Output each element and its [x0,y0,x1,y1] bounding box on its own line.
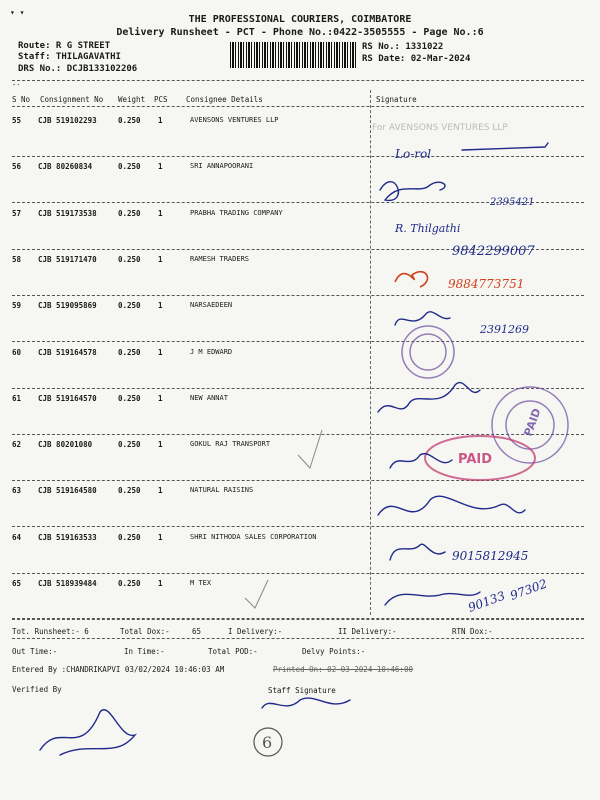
col-weight: Weight [118,95,146,104]
hw-65a: 90133 [466,588,507,615]
rtn-dox: RTN Dox:- [452,627,493,636]
row-consignee: AVENSONS VENTURES LLP [190,116,279,124]
page-circle-number: 6 [262,733,273,752]
row-consignee: SRI ANNAPOORANI [190,162,254,170]
sig-56 [380,182,445,201]
row-consignee: GOKUL RAJ TRANSPORT [190,440,271,448]
row-sno: 56 [12,162,22,171]
total-pod: Total POD:- [208,647,258,656]
sig-59 [395,312,450,325]
row-sno: 58 [12,255,22,264]
row-pcs: 1 [158,440,163,449]
row-consignee: PRABHA TRADING COMPANY [190,209,283,217]
total-dox-value: 65 [192,627,202,636]
rs-number: RS No.: 1331022 [362,42,444,52]
out-time: Out Time:- [12,647,58,656]
col-consignee: Consignee Details [186,95,263,104]
in-time: In Time:- [124,647,165,656]
corner-marks: ▾ ▾ [10,8,25,17]
row-weight: 0.250 [118,579,141,588]
row-weight: 0.250 [118,486,141,495]
row-weight: 0.250 [118,301,141,310]
hw-56: 2395421 [490,197,535,208]
row-consignment: CJB 80201080 [38,440,93,449]
stamp-round-text: PAID [521,406,544,439]
row-pcs: 1 [158,579,163,588]
hw-64: 9015812945 [452,549,529,563]
tick-mark [298,430,322,468]
row-consignee: RAMESH TRADERS [190,255,250,263]
row-sno: 57 [12,209,22,218]
row-consignee: J M EDWARD [190,348,233,356]
company-name: THE PROFESSIONAL COURIERS, COIMBATORE [188,14,412,25]
row-sno: 55 [12,116,22,125]
row-pcs: 1 [158,301,163,310]
sig-62 [390,454,452,468]
row-sno: 63 [12,486,22,495]
stamp-seal-inner [410,334,446,370]
row-pcs: 1 [158,348,163,357]
entered-by: Entered By :CHANDRIKAPVI 03/02/2024 10:46:03 AM [12,665,225,674]
row-pcs: 1 [158,116,163,125]
sig-64 [390,544,445,560]
row-pcs: 1 [158,162,163,171]
row-pcs: 1 [158,209,163,218]
hw-65b: 97302 [508,576,549,603]
row-pcs: 1 [158,255,163,264]
hw-58: 9884773751 [448,277,525,291]
row-consignment: CJB 519173538 [38,209,97,218]
hw-55: Lo-rol [395,147,432,161]
row-weight: 0.250 [118,348,141,357]
row-sno: 64 [12,533,22,542]
divider [12,618,584,619]
total-dox-label: Total Dox:- [120,627,170,636]
route: Route: R G STREET [18,41,111,51]
row-sno: 65 [12,579,22,588]
sig-58 [395,272,428,287]
row-consignment: CJB 519102293 [38,116,97,125]
row-sno: 62 [12,440,22,449]
col-pcs: PCS [154,95,168,104]
delvy-points: Delvy Points:- [302,647,366,656]
col-consignment: Consignment No [40,95,104,104]
hw-57b: 9842299007 [452,244,535,259]
runsheet-title: Delivery Runsheet - PCT - Phone No.:0422-3505555 - Page No.:6 [116,27,484,38]
row-sno: 60 [12,348,22,357]
row-consignment: CJB 518939484 [38,579,97,588]
row-weight: 0.250 [118,533,141,542]
row-weight: 0.250 [118,394,141,403]
row-weight: 0.250 [118,116,141,125]
row-weight: 0.250 [118,440,141,449]
col-signature: Signature [376,95,417,104]
row-consignment: CJB 80260834 [38,162,93,171]
row-weight: 0.250 [118,255,141,264]
printed-on: Printed On: 02-03-2024 10:46:00 [273,665,413,674]
verified-signature [40,710,135,755]
sig-61 [378,383,480,412]
hw-57a: R. Thilgathi [395,222,461,235]
row-pcs: 1 [158,394,163,403]
sig-63 [378,496,525,515]
row-consignment: CJB 519163533 [38,533,97,542]
row-pcs: 1 [158,533,163,542]
divider [12,638,584,639]
row-consignment: CJB 519164578 [38,348,97,357]
row-consignee: NEW ANNAT [190,394,228,402]
tick-mark [245,580,268,608]
row-consignee: SHRI NITHODA SALES CORPORATION [190,533,317,541]
i-delivery: I Delivery:- [228,627,283,636]
row-weight: 0.250 [118,209,141,218]
staff: Staff: THILAGAVATHI [18,52,121,62]
row-weight: 0.250 [118,162,141,171]
row-sno: 59 [12,301,22,310]
row-consignee: M TEX [190,579,212,587]
row-consignment: CJB 519164570 [38,394,97,403]
row-consignment: CJB 519095869 [38,301,97,310]
rs-date: RS Date: 02-Mar-2024 [362,54,471,64]
col-sno: S No [12,95,31,104]
ii-delivery: II Delivery:- [338,627,397,636]
staff-signature-label: Staff Signature [268,686,336,695]
tot-runsheet: Tot. Runsheet:- 6 [12,627,89,636]
row-consignee: NATURAL RAISINS [190,486,254,494]
hw-59: 2391269 [480,323,529,336]
row-sno: 61 [12,394,22,403]
row-consignment: CJB 519171470 [38,255,97,264]
row-pcs: 1 [158,486,163,495]
stamp-paid-text: PAID [458,452,493,467]
verified-by: Verified By [12,685,62,694]
row-consignee: NARSAEDEEN [190,301,233,309]
sig-55-line [462,143,548,150]
staff-signature-mark [262,698,350,708]
divider-mark: -- [12,81,21,89]
faded-stamp-text: For AVENSONS VENTURES LLP [372,123,508,133]
row-consignment: CJB 519164580 [38,486,97,495]
drs-number: DRS No.: DCJB133102206 [18,64,138,74]
